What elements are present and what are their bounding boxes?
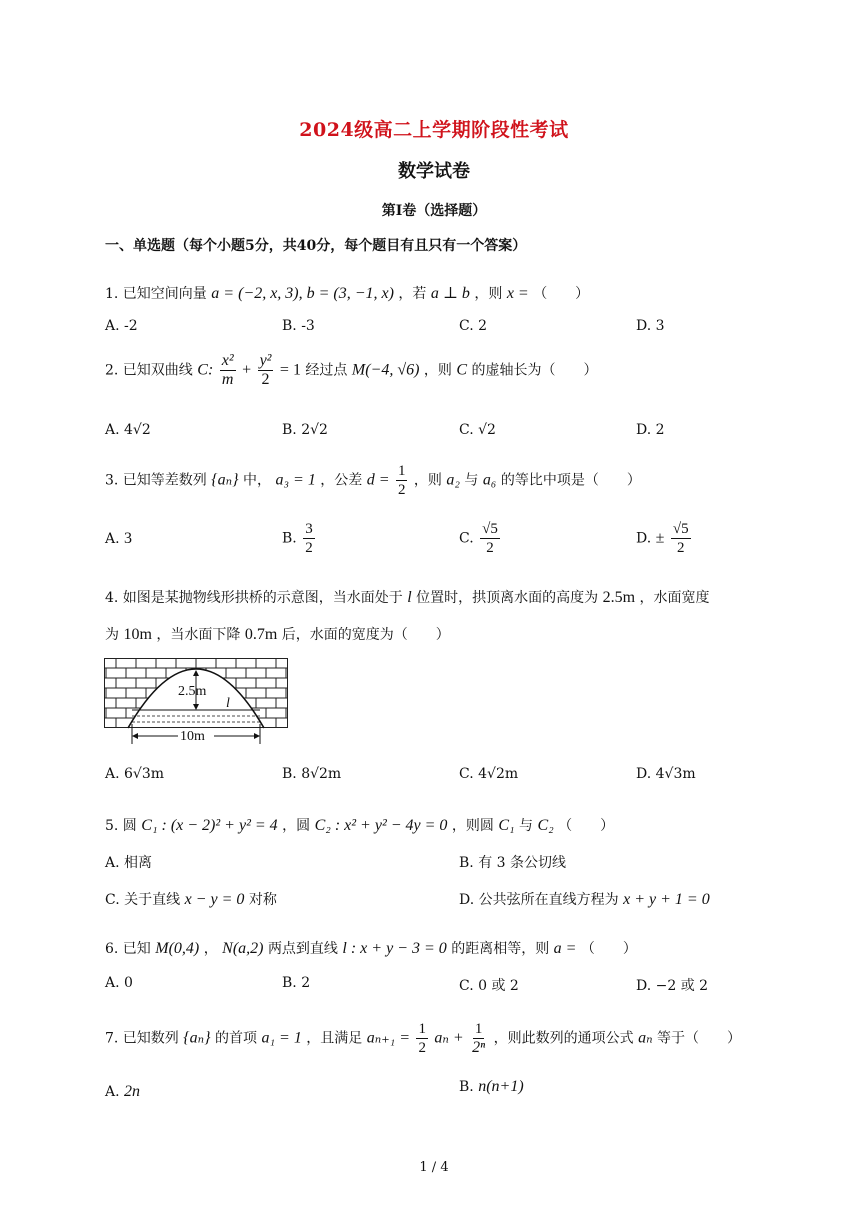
q3-opt-d-frac	[671, 520, 691, 557]
q3-seq: {aₙ}	[211, 471, 239, 489]
question-6	[105, 938, 637, 958]
q5-circle-2: C₂ : x² + y² − 4y = 0	[314, 817, 448, 834]
q1-mid2: ，则	[474, 286, 503, 302]
q3-opt-d-label: D.	[636, 530, 652, 547]
q2-frac-x-num: x²	[221, 352, 234, 369]
q6-a: a =	[553, 940, 577, 957]
q2-point: M(−4, √6)	[351, 361, 420, 379]
q2-c-label: C:	[197, 361, 214, 379]
question-7	[105, 1020, 741, 1057]
q7-a1: a₁ = 1	[261, 1029, 302, 1047]
q3-opt-c-den: 2	[486, 540, 494, 556]
section-title: 第I卷（选择题）	[381, 203, 487, 219]
q7-seq: {aₙ}	[183, 1029, 211, 1047]
q7-mid3: ，则此数列的通项公式	[493, 1030, 634, 1047]
q3-opt-d-den: 2	[676, 540, 685, 556]
q2-eq: = 1	[279, 361, 301, 379]
q3-a2: a₂	[446, 471, 460, 489]
q3-prefix: 3. 已知等差数列	[105, 472, 207, 489]
q3-d-den: 2	[397, 482, 406, 498]
q4-option-d: D. 4√3m	[636, 766, 696, 782]
part-title: 一、单选题（每个小题5分，共40分，每个题目有且只有一个答案）	[105, 238, 527, 254]
q2-option-a: A. 4√2	[105, 422, 151, 438]
q3-mid2: ，公差	[320, 472, 363, 489]
q4-option-b: B. 8√2m	[282, 766, 342, 782]
question-3	[105, 462, 641, 499]
q3-mid3: ，则	[413, 472, 442, 489]
page-number: 1 / 4	[419, 1160, 449, 1175]
q2-option-d: D. 2	[636, 422, 665, 438]
q7-an: aₙ	[638, 1029, 653, 1047]
q3-d-num: 1	[397, 463, 406, 479]
q3-d: d =	[366, 471, 390, 489]
q3-opt-c-frac	[480, 520, 500, 557]
q7-rec-frac-2	[470, 1020, 487, 1057]
q3-opt-c-label: C.	[459, 530, 474, 547]
q5-option-b: B. 有 3 条公切线	[459, 855, 566, 871]
q7-rec-lhs: aₙ₊₁ =	[366, 1029, 411, 1047]
q2-frac-x-den: m	[221, 371, 234, 388]
q4-line1-c: ，水面宽度	[639, 590, 710, 606]
q7-opt-b-label: B.	[459, 1079, 474, 1095]
q2-frac-y	[258, 352, 274, 389]
q7-rec-frac-2-den: 2ⁿ	[472, 1039, 486, 1056]
q5-option-d	[459, 889, 710, 909]
q3-opt-d-num: √5	[672, 521, 689, 537]
q6-line-l: l : x + y − 3 = 0	[342, 940, 447, 957]
height-arrow-head-top	[193, 670, 199, 676]
q6-option-b: B. 2	[282, 975, 311, 991]
question-1	[105, 283, 589, 303]
q3-option-d	[636, 520, 693, 557]
q6-mid2: 的距离相等，则	[451, 941, 550, 957]
q6-comma: ，	[203, 941, 218, 957]
q6-point-m: M(0,4)	[155, 940, 200, 957]
q5-mid: ，圆	[282, 818, 311, 834]
question-5	[105, 815, 614, 835]
q5-and: 与	[519, 818, 534, 834]
q2-frac-y-den: 2	[261, 371, 270, 388]
q5-prefix: 5. 圆	[105, 818, 137, 834]
q5-opt-c-math: x − y = 0	[184, 891, 245, 908]
q1-x: x =	[506, 285, 529, 302]
q6-option-a: A. 0	[105, 975, 133, 991]
width-arrow-head-right	[254, 733, 260, 739]
q4-line2-c: 后，水面的宽度为（ ）	[281, 627, 450, 643]
q3-a6: a₆	[482, 471, 497, 489]
q3-a3: a₃ = 1	[275, 471, 316, 489]
q6-option-d: D. −2 或 2	[636, 978, 709, 994]
q2-option-b: B. 2√2	[282, 422, 328, 438]
q7-mid2: ，且满足	[306, 1030, 363, 1047]
q4-drop: 0.7m	[244, 626, 278, 643]
height-arrow-head-bottom	[193, 704, 199, 710]
q3-opt-c-num: √5	[482, 521, 498, 537]
q7-opt-a-value: 2n	[124, 1083, 141, 1100]
q4-height: 2.5m	[602, 589, 636, 606]
q4-l: l	[407, 589, 412, 606]
question-4-line-2	[105, 624, 450, 644]
q3-suffix: 的等比中项是（ ）	[500, 472, 641, 489]
q4-line1-b: 位置时，拱顶离水面的高度为	[416, 590, 599, 606]
q7-rec-frac-2-num: 1	[474, 1021, 483, 1037]
q5-opt-d-text: D. 公共弦所在直线方程为	[459, 892, 619, 908]
q7-opt-a-label: A.	[105, 1084, 120, 1100]
q5-opt-c-text: C. 关于直线	[105, 892, 181, 908]
fig-height-label: 2.5m	[178, 684, 207, 699]
q1-option-d: D. 3	[636, 318, 665, 334]
q7-rec-frac-1	[416, 1020, 428, 1057]
q3-opt-b-num: 3	[305, 521, 313, 537]
q4-option-a: A. 6√3m	[105, 766, 165, 782]
q4-option-c: C. 4√2m	[459, 766, 519, 782]
q5-opt-d-math: x + y + 1 = 0	[623, 891, 710, 908]
q5-c2: C₂	[537, 817, 554, 834]
q7-rec-frac-1-den: 2	[418, 1040, 426, 1056]
q2-mid2: ，则	[423, 362, 452, 379]
q2-mid: 经过点	[305, 362, 348, 379]
q4-line2-b: ，当水面下降	[156, 627, 241, 643]
q2-frac-x	[220, 352, 236, 389]
q5-suffix: （ ）	[558, 818, 615, 834]
q6-option-c: C. 0 或 2	[459, 978, 519, 994]
q6-point-n: N(a,2)	[222, 940, 264, 957]
q3-d-frac	[396, 462, 408, 499]
q7-option-a	[105, 1083, 140, 1101]
q2-suffix: 的虚轴长为（ ）	[471, 362, 598, 379]
question-4-line-1	[105, 587, 710, 607]
q5-opt-c-text2: 对称	[248, 892, 277, 908]
q5-circle-1: C₁ : (x − 2)² + y² = 4	[141, 817, 278, 834]
q1-perp: a ⊥ b	[430, 285, 470, 302]
q4-line2-a: 为	[105, 627, 119, 643]
q5-mid2: ，则圆	[451, 818, 494, 834]
fig-width-label: 10m	[180, 729, 205, 744]
q7-opt-b-value: n(n+1)	[478, 1078, 524, 1095]
q3-option-c	[459, 520, 502, 557]
q3-opt-d-pm: ±	[655, 529, 665, 547]
q3-and: 与	[464, 472, 479, 489]
q2-option-c: C. √2	[459, 422, 496, 438]
q1-suffix: （ ）	[533, 286, 590, 302]
q3-opt-b-label: B.	[282, 530, 297, 547]
q2-frac-y-num: y²	[259, 352, 272, 369]
q6-suffix: （ ）	[580, 941, 637, 957]
q3-mid: 中，	[243, 472, 271, 489]
q3-opt-b-den: 2	[305, 540, 313, 556]
q7-mid: 的首项	[215, 1030, 257, 1047]
q5-option-c	[105, 889, 277, 909]
exam-title: 2024级高二上学期阶段性考试	[299, 119, 569, 141]
q6-mid: 两点到直线	[267, 941, 338, 957]
q2-plus: +	[242, 361, 252, 379]
q2-c: C	[456, 361, 467, 379]
q7-prefix: 7. 已知数列	[105, 1030, 179, 1047]
question-2	[105, 352, 597, 389]
q1-option-c: C. 2	[459, 318, 488, 334]
q3-opt-a-value: 3	[124, 530, 133, 547]
q5-c1: C₁	[498, 817, 515, 834]
q3-opt-b-frac	[303, 520, 315, 557]
q7-option-b	[459, 1078, 524, 1096]
fig-l-label: l	[226, 696, 230, 711]
q1-vectors: a = (−2, x, 3), b = (3, −1, x)	[211, 285, 394, 302]
q1-option-a: A. -2	[105, 318, 138, 334]
q6-prefix: 6. 已知	[105, 941, 151, 957]
q2-prefix: 2. 已知双曲线	[105, 362, 193, 379]
q3-option-a	[105, 530, 132, 548]
q4-width: 10m	[123, 626, 152, 643]
q5-option-a: A. 相离	[105, 855, 153, 871]
q1-mid: ，若	[398, 286, 427, 302]
width-arrow-head-left	[132, 733, 138, 739]
q3-option-b	[282, 520, 317, 557]
exam-subtitle: 数学试卷	[398, 161, 470, 182]
bridge-diagram	[104, 658, 288, 744]
q1-option-b: B. -3	[282, 318, 315, 334]
q7-suffix: 等于（ ）	[657, 1030, 742, 1047]
q7-rec-frac-1-num: 1	[418, 1021, 426, 1037]
q7-rec-an: aₙ +	[434, 1029, 464, 1047]
q4-line1-a: 4. 如图是某抛物线形拱桥的示意图，当水面处于	[105, 590, 403, 606]
q3-opt-a-label: A.	[105, 531, 120, 547]
q1-prefix: 1. 已知空间向量	[105, 286, 207, 302]
